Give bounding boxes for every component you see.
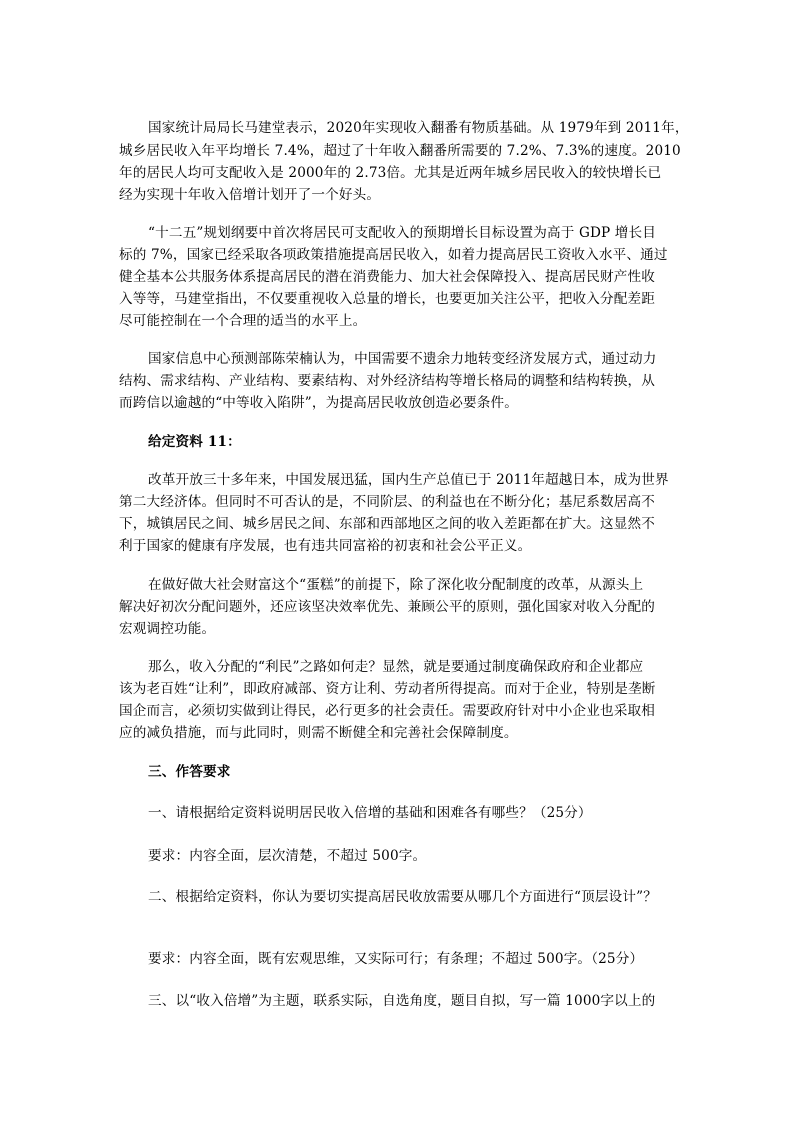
text-line: 在做好做大社会财富这个“蛋糕”的前提下，除了深化收分配制度的改革，从源头上 bbox=[148, 577, 644, 593]
text-line: 改革开放三十多年来，中国发展迅猛，国内生产总值已于 2011年超越日本，成为世界 bbox=[148, 472, 669, 488]
text-line: 国家信息中心预测部陈荣楠认为，中国需要不遗余力地转变经济发展方式，通过动力 bbox=[148, 351, 657, 367]
text-line: 利于国家的健康有序发展，也有违共同富裕的初衷和社会公平正义。 bbox=[119, 538, 532, 554]
text-line: 应的减负措施，而与此同时，则需不断健全和完善社会保障制度。 bbox=[119, 725, 518, 741]
text-line: 那么，收入分配的“利民”之路如何走？显然，就是要通过制度确保政府和企业都应 bbox=[148, 659, 644, 675]
text-line: 尽可能控制在一个合理的适当的水平上。 bbox=[119, 313, 367, 329]
text-line: 宏观调控功能。 bbox=[119, 621, 216, 637]
text-line: 而跨信以逾越的“中等收入陷阱”，为提高居民收放创造必要条件。 bbox=[119, 395, 519, 411]
text-line: 第二大经济体。但同时不可否认的是，不同阶层、的利益也在不断分化；基尼系数居高不 bbox=[119, 494, 656, 510]
text-line: 解决好初次分配问题外，还应该坚决效率优先、兼顾公平的原则，强化国家对收入分配的 bbox=[119, 599, 656, 615]
section-heading: 给定资料 11： bbox=[148, 434, 241, 450]
text-line: 经为实现十年收入倍增计划开了一个好头。 bbox=[119, 187, 381, 203]
requirement-1: 要求：内容全面，层次清楚，不超过 500字。 bbox=[148, 848, 427, 864]
question-2: 二、根据给定资料，你认为要切实提高居民收放需要从哪几个方面进行“顶层设计”？ bbox=[148, 889, 657, 905]
text-line: 结构、需求结构、产业结构、要素结构、对外经济结构等增长格局的调整和结构转换，从 bbox=[119, 373, 656, 389]
question-1: 一、请根据给定资料说明居民收入倍增的基础和困难各有哪些？（25分） bbox=[148, 805, 592, 821]
text-line: 该为老百姓“让利”，即政府减部、资方让利、劳动者所得提高。而对于企业，特别是垄断 bbox=[119, 681, 656, 697]
text-line: 健全基本公共服务体系提高居民的潜在消费能力、加大社会保障投入、提高居民财产性收 bbox=[119, 269, 656, 285]
text-line: 标的 7%，国家已经采取各项政策措施提高居民收入，如着力提高居民工资收入水平、通过 bbox=[119, 247, 668, 263]
text-line: 下，城镇居民之间、城乡居民之间、东部和西部地区之间的收入差距都在扩大。这显然不 bbox=[119, 516, 656, 532]
question-3: 三、以“收入倍增”为主题，联系实际，自选角度，题目自拟，写一篇 1000字以上的 bbox=[148, 993, 656, 1009]
section-heading: 三、作答要求 bbox=[148, 764, 231, 780]
text-line: 入等等，马建堂指出，不仅要重视收入总量的增长，也要更加关注公平，把收入分配差距 bbox=[119, 291, 656, 307]
text-line: 国家统计局局长马建堂表示，2020年实现收入翻番有物质基础。从 1979年到 2011年， bbox=[148, 120, 689, 136]
text-line: “十二五”规划纲要中首次将居民可支配收入的预期增长目标设置为高于 GDP 增长目 bbox=[148, 225, 657, 241]
text-line: 年的居民人均可支配收入是 2000年的 2.73倍。尤其是近两年城乡居民收入的较快增长已 bbox=[119, 165, 662, 181]
requirement-2: 要求：内容全面，既有宏观思维，又实际可行；有条理；不超过 500字。（25分） bbox=[148, 951, 644, 967]
text-line: 国企而言，必须切实做到让得民，必行更多的社会责任。需要政府针对中小企业也采取相 bbox=[119, 703, 656, 719]
text-line: 城乡居民收入年平均增长 7.4%，超过了十年收入翻番所需要的 7.2%、7.3%的速度。2010 bbox=[119, 143, 681, 159]
